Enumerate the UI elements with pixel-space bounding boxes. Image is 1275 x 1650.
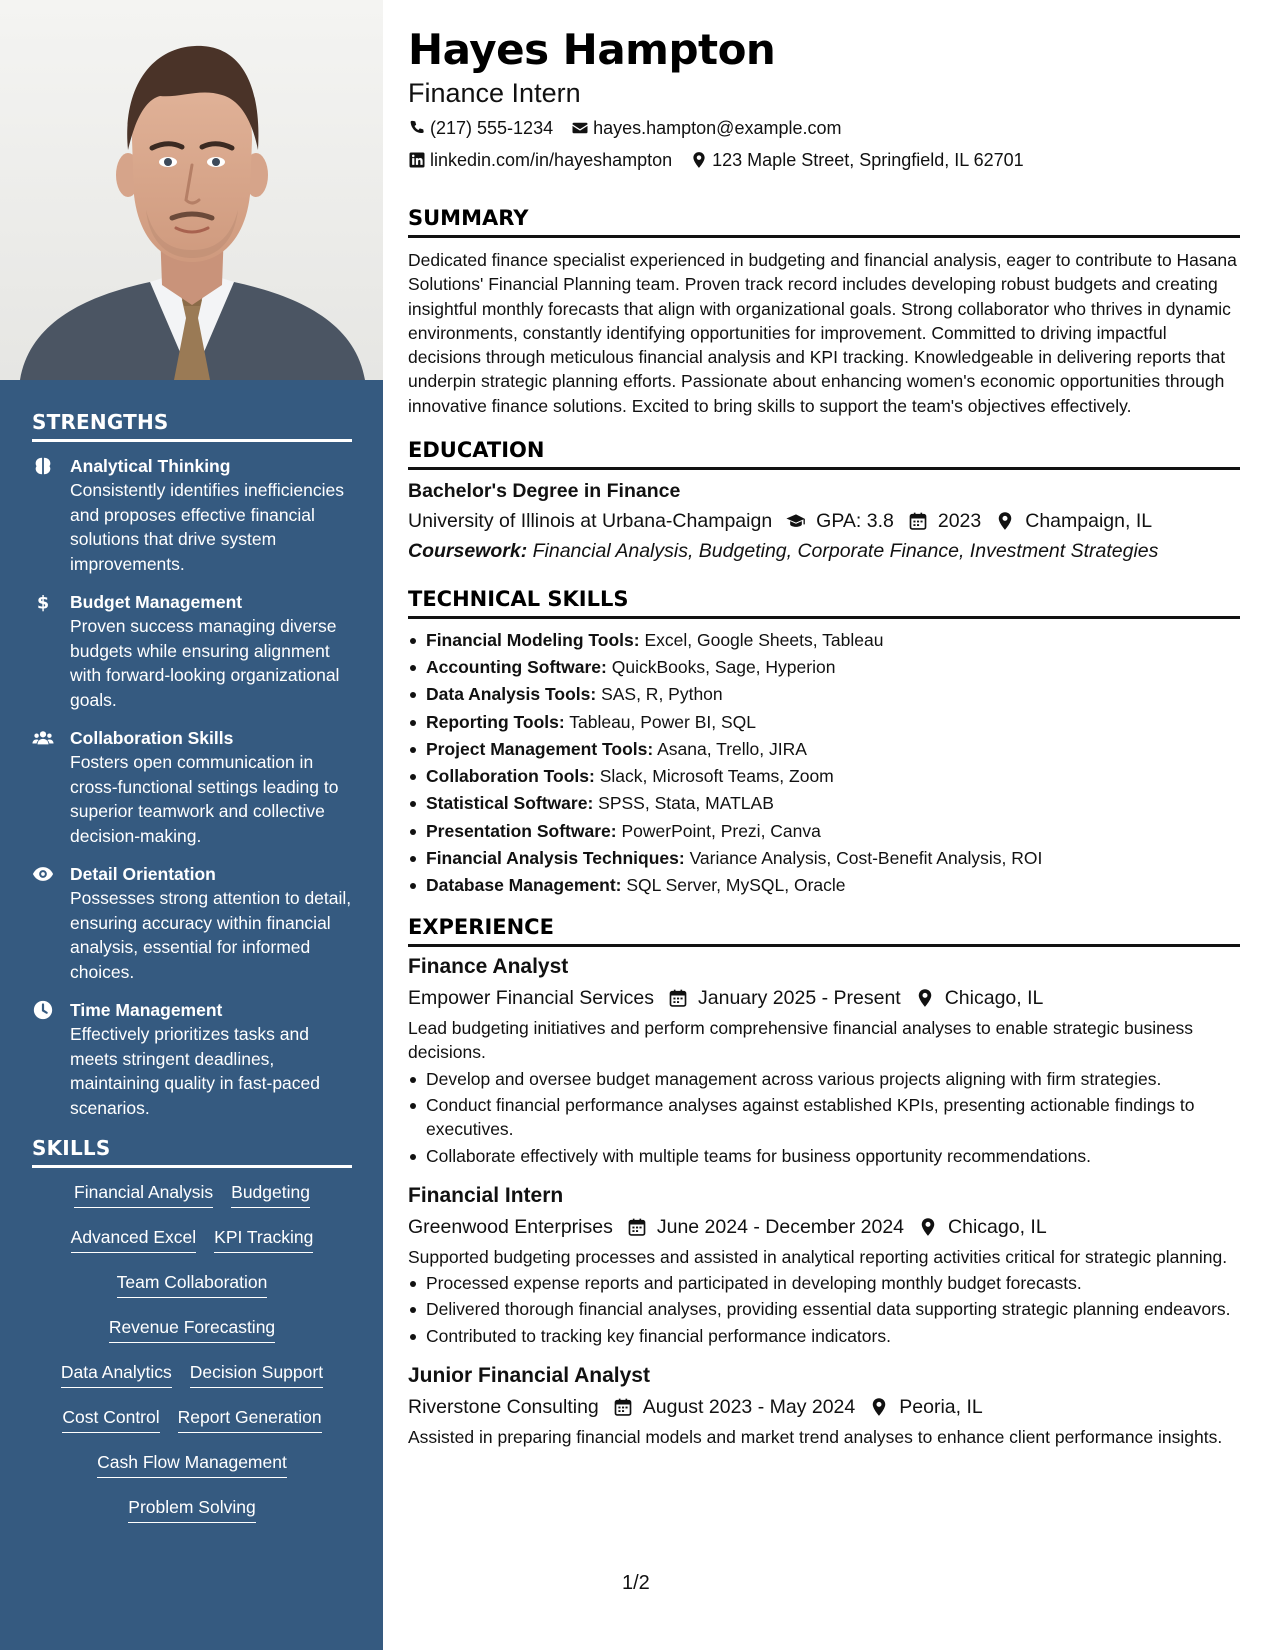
- experience-section: [408, 913, 1240, 1449]
- list-item: Collaborate effectively with multiple teams for business opportunity recommendations.: [408, 1144, 1240, 1168]
- strength-title: Collaboration Skills: [70, 728, 234, 748]
- strength-title: Analytical Thinking: [70, 456, 231, 476]
- skill-tag: Team Collaboration: [117, 1270, 268, 1298]
- technical-skills-list: [408, 627, 1240, 899]
- coursework-text: Financial Analysis, Budgeting, Corporate Finance, Investment Strategies: [532, 540, 1159, 563]
- list-item: Conduct financial performance analyses against established KPIs, presenting actionable findings to executives.: [408, 1093, 1240, 1142]
- skill-tag: Cost Control: [62, 1405, 159, 1433]
- skill-value: Tableau, Power BI, SQL: [569, 711, 757, 732]
- school-name: University of Illinois at Urbana-Champaign: [408, 510, 773, 533]
- education-section: [408, 436, 1240, 565]
- calendar-icon: [908, 511, 928, 531]
- skill-value: SAS, R, Python: [601, 684, 723, 705]
- skill-label: Presentation Software:: [426, 820, 617, 841]
- envelope-icon: [571, 119, 589, 137]
- phone-text: (217) 555-1234: [430, 118, 554, 138]
- technical-skills-heading: TECHNICAL SKILLS: [408, 585, 1240, 619]
- skill-tag: Financial Analysis: [74, 1180, 213, 1208]
- job-bullets: [408, 1067, 1240, 1168]
- skill-label: Reporting Tools:: [426, 711, 565, 732]
- location-pin-icon: [869, 1397, 889, 1417]
- skill-label: Financial Modeling Tools:: [426, 630, 640, 651]
- job-description: Assisted in preparing financial models and market trend analyses to enhance client performance insights.: [408, 1427, 1223, 1448]
- skill-label: Accounting Software:: [426, 657, 607, 678]
- skill-value: QuickBooks, Sage, Hyperion: [611, 657, 836, 678]
- list-item: Processed expense reports and participated in developing monthly budget forecasts.: [408, 1271, 1240, 1295]
- company-name: Empower Financial Services: [408, 987, 655, 1010]
- education-heading: EDUCATION: [408, 436, 1240, 470]
- skills-tags: [32, 1180, 352, 1540]
- company-name: Greenwood Enterprises: [408, 1215, 613, 1238]
- job-meta: [408, 984, 1240, 1012]
- strength-desc: Effectively prioritizes tasks and meets stringent deadlines, maintaining quality in fast-paced scenarios.: [70, 1024, 321, 1118]
- job-bullets: [408, 1271, 1240, 1348]
- linkedin-icon: [408, 151, 426, 169]
- location-pin-icon: [915, 988, 935, 1008]
- skill-value: Asana, Trello, JIRA: [657, 738, 807, 759]
- skill-value: SQL Server, MySQL, Oracle: [626, 874, 846, 895]
- location-text: Champaign, IL: [1025, 510, 1153, 533]
- strength-desc: Proven success managing diverse budgets while ensuring alignment with forward-looking organizational goals.: [70, 616, 340, 710]
- sidebar-content: [32, 410, 352, 1540]
- coursework-label: Coursework:: [408, 540, 528, 563]
- skill-label: Collaboration Tools:: [426, 766, 595, 787]
- skill-tag: Budgeting: [231, 1180, 310, 1208]
- skill-tag: Advanced Excel: [71, 1225, 197, 1253]
- skill-label: Data Analysis Tools:: [426, 684, 597, 705]
- calendar-icon: [668, 988, 688, 1008]
- skills-heading: SKILLS: [32, 1136, 352, 1168]
- linkedin-contact[interactable]: [408, 148, 672, 172]
- calendar-icon: [627, 1217, 647, 1237]
- list-item: [408, 872, 1240, 899]
- job-description: Supported budgeting processes and assisted in analytical reporting activities critical for strategic planning.: [408, 1246, 1228, 1267]
- clock-icon: [32, 998, 70, 1120]
- location-item: [995, 507, 1152, 535]
- job-title: Junior Financial Analyst: [408, 1364, 650, 1388]
- strength-title: Budget Management: [70, 592, 243, 612]
- dates-text: June 2024 - December 2024: [656, 1215, 905, 1238]
- profile-photo: [0, 0, 383, 380]
- education-meta: [408, 507, 1240, 535]
- phone-contact[interactable]: [408, 116, 553, 140]
- location-pin-icon: [995, 511, 1015, 531]
- strength-item: [32, 726, 352, 848]
- strengths-list: [32, 454, 352, 1120]
- list-item: [408, 627, 1240, 654]
- job-entry: [408, 953, 1240, 1168]
- users-icon: [32, 726, 70, 848]
- skill-tag: Data Analytics: [61, 1360, 172, 1388]
- location-text: Peoria, IL: [899, 1396, 983, 1419]
- strength-desc: Fosters open communication in cross-functional settings leading to superior teamwork and collective decision-making.: [70, 752, 339, 846]
- location-pin-icon: [690, 151, 708, 169]
- eye-icon: [32, 862, 70, 984]
- dates-item: [613, 1393, 855, 1421]
- job-meta: [408, 1393, 1240, 1421]
- candidate-name: Hayes Hampton: [408, 25, 776, 74]
- main-content: [408, 24, 1240, 1449]
- skill-tag: Cash Flow Management: [97, 1450, 287, 1478]
- experience-heading: EXPERIENCE: [408, 913, 1240, 947]
- job-description: Lead budgeting initiatives and perform comprehensive financial analyses to enable strategic business decisions.: [408, 1018, 1194, 1063]
- strength-item: [32, 454, 352, 576]
- job-entry: [408, 1182, 1240, 1348]
- contact-row: [408, 148, 1240, 172]
- year-text: 2023: [937, 510, 982, 533]
- job-meta: [408, 1213, 1240, 1241]
- list-item: Delivered thorough financial analyses, providing essential data supporting strategic planning endeavors.: [408, 1297, 1240, 1321]
- list-item: [408, 736, 1240, 763]
- strength-item: [32, 862, 352, 984]
- skill-label: Financial Analysis Techniques:: [426, 847, 685, 868]
- technical-skills-section: [408, 585, 1240, 899]
- gpa-text: GPA: 3.8: [816, 510, 894, 533]
- skill-tag: Decision Support: [190, 1360, 323, 1388]
- dates-text: August 2023 - May 2024: [642, 1396, 856, 1419]
- coursework: [408, 537, 1240, 565]
- page-number: 1/2: [622, 1572, 650, 1594]
- strength-desc: Consistently identifies inefficiencies and proposes effective financial solutions that drive system improvements.: [70, 480, 344, 574]
- skill-tag: Problem Solving: [128, 1495, 255, 1523]
- email-text: hayes.hampton@example.com: [593, 118, 842, 138]
- list-item: Contributed to tracking key financial performance indicators.: [408, 1324, 1240, 1348]
- address-contact: [690, 148, 1024, 172]
- location-item: [918, 1213, 1047, 1241]
- skill-value: Variance Analysis, Cost-Benefit Analysis, ROI: [689, 847, 1043, 868]
- skill-label: Project Management Tools:: [426, 738, 654, 759]
- strength-title: Detail Orientation: [70, 864, 216, 884]
- skill-value: Slack, Microsoft Teams, Zoom: [599, 766, 834, 787]
- location-pin-icon: [918, 1217, 938, 1237]
- strength-desc: Possesses strong attention to detail, ensuring accuracy within financial analysis, essential for informed choices.: [70, 888, 352, 982]
- list-item: [408, 818, 1240, 845]
- email-contact[interactable]: [571, 116, 841, 140]
- skill-value: PowerPoint, Prezi, Canva: [621, 820, 821, 841]
- degree-title: Bachelor's Degree in Finance: [408, 480, 681, 503]
- strength-item: [32, 998, 352, 1120]
- address-text: 123 Maple Street, Springfield, IL 62701: [712, 150, 1024, 170]
- list-item: [408, 763, 1240, 790]
- company-name: Riverstone Consulting: [408, 1396, 599, 1419]
- dollar-icon: [32, 590, 70, 712]
- calendar-icon: [613, 1397, 633, 1417]
- list-item: Develop and oversee budget management across various projects aligning with firm strategies.: [408, 1067, 1240, 1091]
- summary-heading: SUMMARY: [408, 204, 1240, 238]
- skill-label: Statistical Software:: [426, 793, 594, 814]
- year-item: [908, 507, 981, 535]
- location-item: [915, 984, 1044, 1012]
- job-title: Financial Intern: [408, 1183, 564, 1207]
- strengths-heading: STRENGTHS: [32, 410, 352, 442]
- skill-tag: Report Generation: [178, 1405, 322, 1433]
- location-item: [869, 1393, 982, 1421]
- graduation-cap-icon: [786, 511, 806, 531]
- sidebar: [0, 0, 383, 1650]
- location-text: Chicago, IL: [944, 987, 1044, 1010]
- strength-item: [32, 590, 352, 712]
- linkedin-text: linkedin.com/in/hayeshampton: [430, 150, 673, 170]
- skill-tag: KPI Tracking: [214, 1225, 313, 1253]
- gpa-item: [786, 507, 894, 535]
- list-item: [408, 845, 1240, 872]
- strength-title: Time Management: [70, 1000, 223, 1020]
- skill-tag: Revenue Forecasting: [109, 1315, 275, 1343]
- skill-value: SPSS, Stata, MATLAB: [598, 793, 774, 814]
- dates-item: [668, 984, 901, 1012]
- contact-row: [408, 116, 1240, 140]
- phone-icon: [408, 119, 426, 137]
- list-item: [408, 654, 1240, 681]
- candidate-role: Finance Intern: [408, 78, 581, 108]
- svg-text:$: $: [36, 593, 50, 613]
- skill-label: Database Management:: [426, 874, 622, 895]
- summary-section: [408, 204, 1240, 418]
- summary-text: Dedicated finance specialist experienced in budgeting and financial analysis, eager to contribute to Hasana Solutions' Financial Planning team. Proven track record includes developing robust budgets and creating insightful monthly forecasts that align with organizational goals. Strong collaborator who thrives in dynamic environments, constantly identifying opportunities for improvement. Committed to driving impactful decisions through meticulous financial analysis and KPI tracking. Knowledgeable in delivering reports that underpin strategic planning efforts. Passionate about enhancing women's economic opportunities through innovative finance solutions. Excited to bring skills to support the team's objectives effectively.: [408, 250, 1237, 416]
- list-item: [408, 790, 1240, 817]
- dates-item: [627, 1213, 904, 1241]
- dates-text: January 2025 - Present: [698, 987, 901, 1010]
- job-entry: [408, 1362, 1240, 1449]
- brain-icon: [32, 454, 70, 576]
- job-title: Finance Analyst: [408, 955, 569, 979]
- location-text: Chicago, IL: [948, 1215, 1047, 1238]
- list-item: [408, 709, 1240, 736]
- portrait-illustration: [0, 0, 383, 380]
- skill-value: Excel, Google Sheets, Tableau: [644, 630, 884, 651]
- list-item: [408, 681, 1240, 708]
